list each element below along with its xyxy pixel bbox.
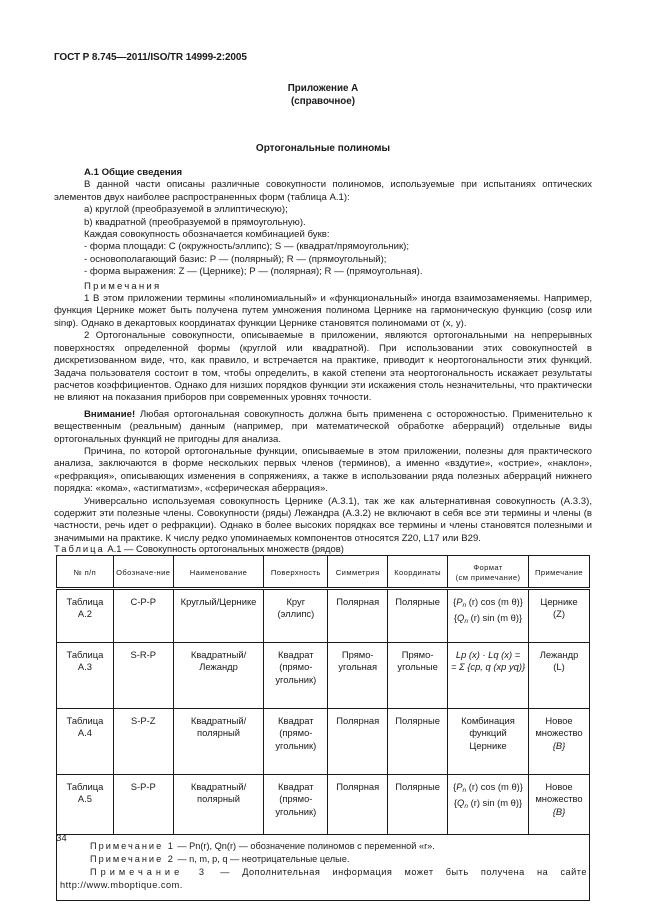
- section-heading: А.1 Общие сведения: [84, 167, 183, 178]
- formula-polar-q: [450, 612, 526, 628]
- table-note-2-text: — n, m, p, q — неотрицательные целые.: [174, 854, 350, 864]
- header-symmetry: Симметрия: [328, 556, 388, 589]
- subscript-n: n: [462, 602, 467, 609]
- table-row: [57, 709, 590, 775]
- cell-surface-line: Квадрат: [278, 781, 314, 792]
- cell-surface-line: угольник): [275, 739, 317, 751]
- cell-note-line: Цернике: [540, 596, 578, 607]
- table-note-1-text: — Pn(r), Qn(r) — обозначение полиномов с переменной «r».: [174, 841, 435, 851]
- table-row: [57, 589, 590, 643]
- table-notes-row: [57, 835, 590, 901]
- combination-intro: Каждая совокупность обозначается комбинацией букв:: [84, 229, 330, 241]
- cell-note-line: множество: [535, 727, 583, 739]
- cell-surface-line: (прямо-: [279, 661, 313, 673]
- section-body: [54, 167, 592, 545]
- cell-surface-line: угольник): [275, 673, 317, 685]
- header-format: [448, 556, 529, 589]
- cell-note: [529, 589, 590, 643]
- reason-paragraph: Причина, по которой ортогональные функции, описываемые в этом приложении, полезны для практического анализа, заключаются в форме нескольких первых членов (терминов), а именно «вздутие», «острие», «наклон», «рефракция», описывающих изменения в сопряжениях, а также в использовании ряда полезных аберраций нижнего порядка: «кома», «астигматизм», «сферическая аберрация».: [54, 445, 592, 495]
- cell-coordinates: Полярные: [388, 709, 448, 775]
- cell-note-line: {B}: [552, 739, 566, 751]
- appendix-heading: [0, 83, 646, 108]
- cell-symmetry: Полярная: [328, 709, 388, 775]
- table-header-row: [57, 556, 590, 589]
- cell-num-line: А.3: [77, 661, 92, 673]
- symbol-q: Q: [457, 612, 465, 624]
- cell-symmetry-line: Прямо-: [341, 649, 374, 660]
- cell-format-line: Комбинация: [461, 715, 515, 726]
- formula-legendre-2: = Σ {cp, q (xp yq)}: [450, 661, 526, 673]
- cell-name-line: Лежандр: [199, 661, 238, 673]
- cell-surface-line: (прямо-: [279, 793, 313, 805]
- header-format-note: (см примечание): [455, 572, 521, 582]
- cell-num-line: Таблица: [66, 715, 104, 726]
- cell-designation: S-P-Z: [113, 709, 173, 775]
- cell-surface: [264, 709, 328, 775]
- cell-surface-line: угольник): [275, 805, 317, 817]
- cell-format: [448, 589, 529, 643]
- cell-name: [173, 775, 264, 835]
- cell-symmetry: Полярная: [328, 775, 388, 835]
- subscript-n: n: [464, 803, 468, 811]
- warning-paragraph: [54, 409, 592, 446]
- cell-coordinates: Полярные: [388, 775, 448, 835]
- symbol-p: P: [456, 596, 463, 607]
- cell-format-line: функций: [469, 727, 507, 739]
- notes-heading: Примечания: [84, 280, 162, 292]
- header-name: Наименование: [173, 556, 264, 589]
- cell-surface-line: Квадрат: [278, 715, 314, 726]
- header-format-title: Формат: [473, 562, 503, 572]
- subscript-n: n: [464, 618, 468, 626]
- cell-coordinates: Полярные: [388, 589, 448, 643]
- combination-item-expression: - форма выражения: Z — (Цернике); Р — (полярная); R — (прямоугольная).: [84, 266, 423, 278]
- cell-format: [448, 775, 529, 835]
- table-note-3-label: Примечание 3: [90, 867, 209, 877]
- subscript-n: n: [462, 787, 467, 794]
- warning-text: Любая ортогональная совокупность должна быть применена с осторожностью. Применительно к вещественным (реальным) данным (например, при математической обработке аберраций) отдельные виды ортогональных функций не пригодны для анализа.: [54, 408, 592, 445]
- formula-polar-p: [450, 781, 526, 797]
- symbol-p: P: [456, 781, 463, 792]
- table-caption-label: Таблица: [54, 543, 105, 554]
- cell-name-line: Квадратный/: [190, 715, 247, 726]
- cell-note: [529, 709, 590, 775]
- cell-num-line: А.4: [77, 727, 92, 739]
- cell-surface: [264, 589, 328, 643]
- combination-item-basis: - основополагающий базис: Р — (полярный); R — (прямоугольный);: [84, 253, 387, 265]
- cell-designation: S-P-P: [113, 775, 173, 835]
- cell-surface-line: (эллипс): [277, 608, 315, 620]
- table-notes: [57, 835, 590, 901]
- universal-paragraph: Универсально используемая совокупность Цернике (А.3.1), так же как альтернативная совокупность (А.3.3), содержит эти полезные члены. Совокупности (ряды) Лежандра (А.3.2) не включают в себя все эти термины и члены (в частности, речь идет о рефракции). Однако в более высоких порядках все термины и члены становятся полезными и значимыми на практике. К числу редко упоминаемых компонентов относятся Z20, L17 или B29.: [54, 495, 592, 544]
- cell-note-line: Лежандр: [539, 649, 579, 660]
- cell-note-line: Новое: [545, 781, 573, 792]
- formula-polar-p: [450, 596, 526, 612]
- cell-surface-line: Круг: [286, 596, 306, 607]
- formula-rest: (r) sin (m θ)}: [467, 612, 523, 624]
- table-note-3: [60, 866, 587, 892]
- formula-polar-q: [450, 797, 526, 813]
- cell-num: [57, 775, 114, 835]
- cell-symmetry: Полярная: [328, 589, 388, 643]
- cell-symmetry-line: угольная: [338, 661, 378, 673]
- cell-designation: C-P-P: [113, 589, 173, 643]
- cell-coordinates-line: угольные: [397, 661, 438, 673]
- cell-surface: [264, 775, 328, 835]
- header-designation: Обозначе-ние: [113, 556, 173, 589]
- cell-coordinates: [388, 643, 448, 709]
- cell-name: [173, 643, 264, 709]
- formula-rest: (r) cos (m θ)}: [466, 596, 523, 607]
- brace: {: [453, 596, 457, 607]
- cell-name-line: полярный: [197, 793, 241, 805]
- header-surface: Поверхность: [264, 556, 328, 589]
- formula-legendre-1: Lp (x) · Lq (x) =: [455, 649, 521, 660]
- table-note-2: [60, 853, 587, 866]
- cell-num: [57, 589, 114, 643]
- cell-name: [173, 709, 264, 775]
- table-caption-text: А.1 — Совокупность ортогональных множеств (рядов): [104, 543, 344, 554]
- table-note-3-text: — Дополнительная информация может быть получена на сайте http://www.mboptique.com.: [60, 867, 587, 890]
- table-row: [57, 643, 590, 709]
- note-2: 2 Ортогональные совокупности, описываемые в приложении, являются ортогональными на непрерывных поверхностях определенной формы (круглой или квадратной). При использовании этих совокупностей в дискретизованном виде, что, как правило, и встречается на практике, приводит к неортогональности этих функций. Задача пользователя состоит в том, чтобы определить, в какой степени эта неортогональность искажает результаты расчетов коэффициентов. Однако для низших порядков функции эти искажения столь незначительны, что практически не влияют на показания приборов при современных уровнях точности.: [54, 330, 592, 404]
- page-title: Ортогональные полиномы: [255, 143, 391, 154]
- cell-designation: S-R-P: [113, 643, 173, 709]
- cell-surface-line: Квадрат: [278, 649, 314, 660]
- cell-name-line: Квадратный/: [190, 781, 247, 792]
- cell-note-line: Новое: [545, 715, 573, 726]
- cell-note: [529, 775, 590, 835]
- form-item-square: b) квадратной (преобразуемой в прямоугольную).: [84, 216, 306, 228]
- cell-num-line: Таблица: [66, 596, 104, 607]
- cell-coordinates-line: Прямо-: [401, 649, 434, 660]
- cell-surface: [264, 643, 328, 709]
- cell-name: Круглый/Цернике: [173, 589, 264, 643]
- warning-label: Внимание!: [84, 408, 136, 420]
- cell-num-line: А.2: [77, 608, 92, 620]
- cell-num-line: Таблица: [66, 649, 104, 660]
- brace: {: [453, 612, 458, 624]
- intro-paragraph: В данной части описаны различные совокупности полиномов, используемые при испытаниях оптических элементов двух наиболее распространенных форм (таблица А.1):: [54, 179, 592, 203]
- cell-name-line: Квадратный/: [190, 649, 247, 660]
- cell-format: [448, 709, 529, 775]
- cell-format: [448, 643, 529, 709]
- header-coordinates: Координаты: [388, 556, 448, 589]
- cell-format-line: Цернике: [469, 739, 507, 751]
- formula-rest: (r) cos (m θ)}: [466, 781, 523, 792]
- form-item-round: а) круглой (преобразуемой в эллиптическую);: [84, 204, 288, 216]
- header-note: Примечание: [529, 556, 590, 589]
- brace: {: [453, 781, 457, 792]
- cell-surface-line: (прямо-: [279, 727, 313, 739]
- cell-num: [57, 643, 114, 709]
- cell-note-line: множество: [535, 793, 583, 805]
- table-caption: [54, 543, 344, 555]
- cell-name-line: полярный: [197, 727, 241, 739]
- cell-note-line: (L): [553, 661, 565, 673]
- table-note-1: [60, 840, 587, 853]
- appendix-type: (справочное): [291, 95, 355, 107]
- document-code: ГОСТ Р 8.745—2011/ISO/TR 14999-2:2005: [54, 52, 247, 63]
- cell-note-line: {B}: [552, 805, 566, 817]
- cell-symmetry: [328, 643, 388, 709]
- table-note-2-label: Примечание 2: [90, 854, 175, 864]
- formula-rest: (r) sin (m θ)}: [467, 797, 523, 809]
- cell-num-line: А.5: [77, 793, 92, 805]
- combination-item-area: - форма площади: С (окружность/эллипс); S — (квадрат/прямоугольник);: [84, 241, 410, 253]
- cell-num-line: Таблица: [66, 781, 104, 792]
- symbol-q: Q: [457, 797, 465, 809]
- cell-note: [529, 643, 590, 709]
- cell-note-line: (Z): [553, 608, 565, 620]
- header-num: № п/п: [57, 556, 114, 589]
- table-row: [57, 775, 590, 835]
- cell-num: [57, 709, 114, 775]
- table-note-1-label: Примечание 1: [90, 841, 175, 851]
- page-number: 34: [56, 833, 67, 844]
- note-1: 1 В этом приложении термины «полиномиальный» и «функциональный» иногда взаимозаменяемы. Например, функция Цернике может быть получена путем умножения полинома Цернике на гармоническую функцию (cosφ или sinφ). Однако в декартовых координатах функции Цернике становятся полиномами от (x, y).: [54, 293, 592, 329]
- appendix-label: Приложение А: [287, 83, 359, 94]
- orthogonal-sets-table: [56, 555, 590, 901]
- brace: {: [453, 797, 458, 809]
